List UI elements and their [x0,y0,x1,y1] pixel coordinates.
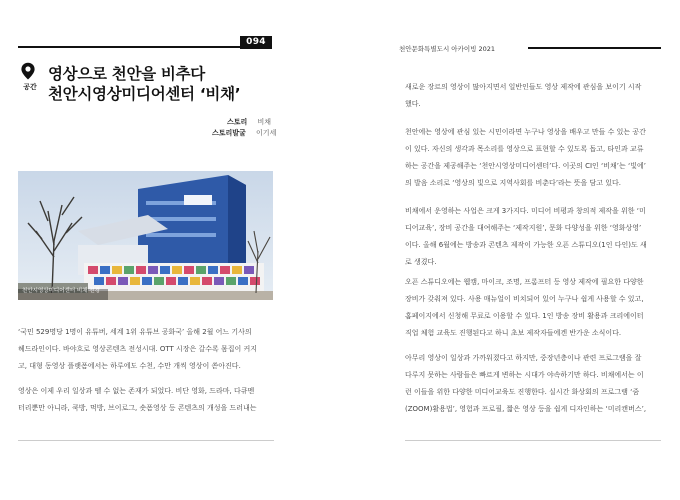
text-line: 영상은 이제 우리 일상과 뗄 수 없는 존재가 되었다. 비단 영화, 드라마, 다큐멘 [18,387,255,395]
right-paragraph-3 [405,203,647,271]
text-line: 직업 체험 교육도 진행된다고 하니 초보 제작자들에겐 반가운 소식이다. [405,329,622,337]
credit-story [227,117,271,127]
text-line: 새로운 장르의 영상이 많아지면서 일반인들도 영상 제작에 관심을 보이기 시작 [405,83,642,91]
text-line: (ZOOM)활용법’, 영험과 프로필, 짧은 영상 등을 쉽게 디자인하는 ‘미리캔버스’, [405,405,647,413]
photo-caption: 천안시영상미디어센터 비채 전경 [22,288,100,294]
text-line: 아무리 영상이 일상과 가까워졌다고 하지만, 중장년층이나 관련 프로그램을 잘 [405,354,642,362]
running-header: 천안문화특별도시 아카이빙 2021 [399,45,496,53]
page-number: 094 [240,36,272,49]
text-line: 이다. 올해 6월에는 방송과 콘텐츠 제작이 가능한 오픈 스튜디오(1인 다인)도 새 [405,241,647,249]
text-line: 장비가 갖춰져 있다. 사용 매뉴얼이 비치되어 있어 누구나 쉽게 사용할 수 있고, [405,295,644,303]
header-rule [528,47,661,49]
text-line: 오픈 스튜디오에는 웹캠, 마이크, 조명, 프롬프터 등 영상 제작에 필요한 다양한 [405,278,644,286]
left-paragraph-2 [18,383,257,417]
text-line: 의 발음 소리로 ‘영상의 빛으로 지역사회를 비춘다’라는 뜻을 담고 있다. [405,179,622,187]
text-line: 로 생겼다. [405,258,437,266]
footer-rule [18,440,274,441]
text-line: 하는 공간을 제공해주는 ‘천안시영상미디어센터’다. 이곳의 CI인 ‘비채’는 ‘빛에’ [405,162,646,170]
header-rule [18,46,272,48]
article-title-line1: 영상으로 천안을 비추다 [48,65,205,83]
text-line: 홈페이지에서 신청해 무료로 이용할 수 있다. 1인 방송 장비 활용과 크리에이터 [405,312,644,320]
right-paragraph-4 [405,274,644,342]
text-line: 천안에는 영상에 관심 있는 시민이라면 누구나 영상을 배우고 만들 수 있는 공간 [405,128,646,136]
credit-value: 비채 [257,118,272,126]
building-illustration [18,171,273,300]
section-label: 공간 [23,83,37,91]
building-photo [18,171,273,300]
text-line: 이 있다. 자신의 생각과 목소리를 영상으로 표현할 수 있도록 돕고, 타인과 교류 [405,145,644,153]
text-line: 고, 대형 동영상 플랫폼에서는 하루에도 수천, 수만 개씩 영상이 쏟아진다. [18,362,241,370]
text-line: ‘국민 529명당 1명이 유튜버, 세계 1위 유튜브 공화국’ 올해 2월 어느 기사의 [18,328,252,336]
credit-value: 이기세 [256,129,277,137]
right-paragraph-1 [405,79,641,113]
location-pin-icon [20,62,36,80]
footer-rule [405,440,661,441]
right-paragraph-5 [405,350,646,418]
text-line: 비채에서 운영하는 사업은 크게 3가지다. 미디어 비평과 창의적 제작을 위한 ‘미 [405,207,646,215]
credit-story-discovery [212,128,276,138]
text-line: 헤드라인이다. 바야흐로 영상콘텐츠 전성시대. OTT 시장은 갈수록 몸집이 커지 [18,345,258,353]
right-paragraph-2 [405,124,646,192]
text-line: 디어교육’, 장비 공간을 대여해주는 ‘제작지원’, 문화 다양성을 위한 ‘영화상영’ [405,224,642,232]
text-line: 했다. [405,100,421,108]
credit-label: 스토리발굴 [212,129,246,137]
right-page [340,0,680,500]
text-line: 터리뿐만 아니라, 쿡방, 먹방, 브이로그, 숏폼영상 등 콘텐츠의 개성을 드러내는 [18,404,257,412]
text-line: 런 이들을 위한 다양한 미디어교육도 진행한다. 실시간 화상회의 프로그램 ‘줌 [405,388,640,396]
text-line: 다루지 못하는 사람들은 빠르게 변하는 시대가 야속하기만 하다. 비채에서는 이 [405,371,644,379]
left-paragraph-1 [18,324,257,375]
credit-label: 스토리 [227,118,248,126]
article-title-line2: 천안시영상미디어센터 ‘비채’ [48,85,241,103]
